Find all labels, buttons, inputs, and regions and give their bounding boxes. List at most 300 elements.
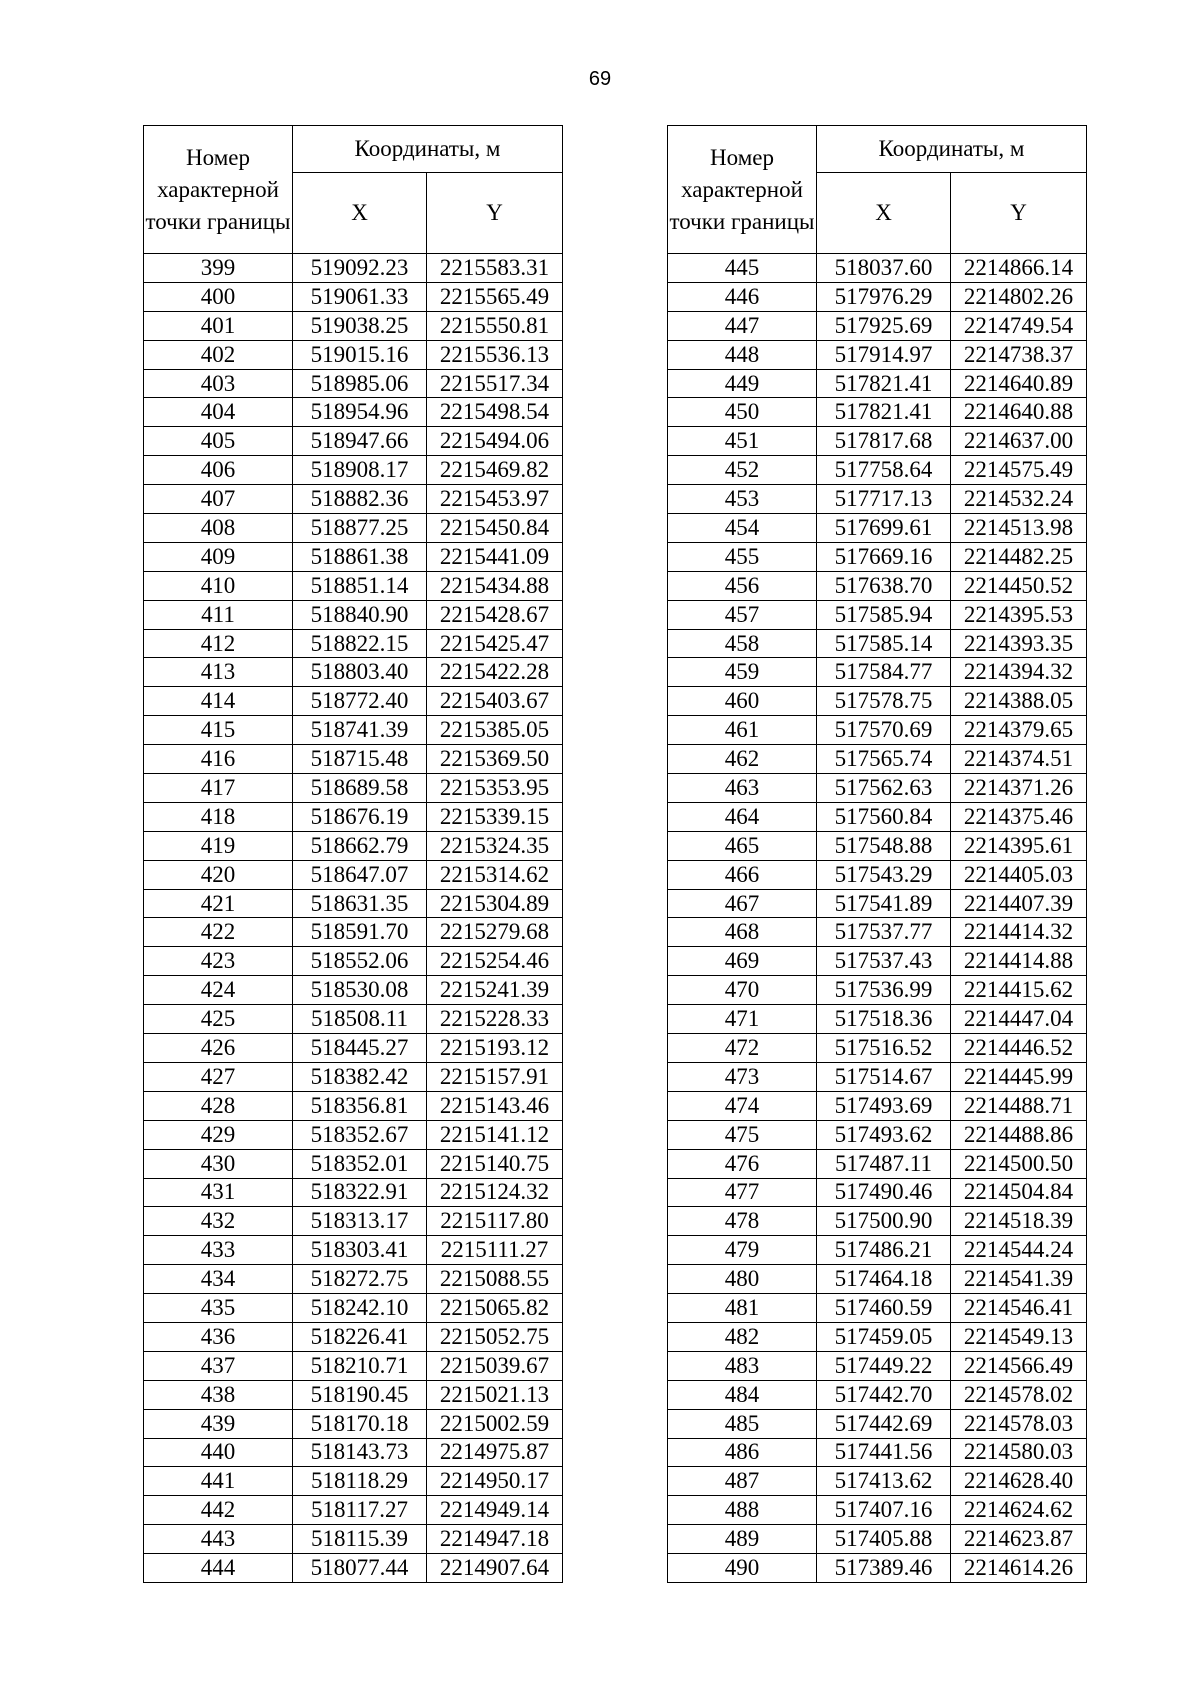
x-coordinate-cell: 517490.46 <box>817 1178 951 1207</box>
table-row <box>144 629 563 658</box>
x-coordinate-cell: 517464.18 <box>817 1265 951 1294</box>
point-number-cell: 436 <box>144 1322 293 1351</box>
x-coordinate-cell: 518226.41 <box>293 1322 427 1351</box>
coordinates-header: Координаты, м <box>817 126 1087 173</box>
y-coordinate-cell: 2214415.62 <box>951 976 1087 1005</box>
y-coordinate-cell: 2214544.24 <box>951 1236 1087 1265</box>
y-coordinate-cell: 2215117.80 <box>427 1207 563 1236</box>
y-coordinate-cell: 2214394.32 <box>951 658 1087 687</box>
y-coordinate-cell: 2215450.84 <box>427 514 563 543</box>
table-row <box>668 976 1087 1005</box>
table-row <box>144 860 563 889</box>
x-coordinate-cell: 517548.88 <box>817 831 951 860</box>
point-number-cell: 457 <box>668 600 817 629</box>
y-coordinate-cell: 2214371.26 <box>951 774 1087 803</box>
x-coordinate-cell: 518242.10 <box>293 1294 427 1323</box>
point-number-cell: 465 <box>668 831 817 860</box>
x-coordinate-cell: 517389.46 <box>817 1554 951 1583</box>
point-number-header: Номер характерной точки границы <box>144 126 293 254</box>
coordinates-table-right <box>667 125 1087 1583</box>
y-coordinate-cell: 2214532.24 <box>951 485 1087 514</box>
x-coordinate-cell: 517516.52 <box>817 1034 951 1063</box>
y-coordinate-cell: 2214950.17 <box>427 1467 563 1496</box>
point-number-cell: 485 <box>668 1409 817 1438</box>
table-row <box>668 1351 1087 1380</box>
x-coordinate-cell: 517493.62 <box>817 1120 951 1149</box>
table-row <box>144 456 563 485</box>
x-coordinate-cell: 517537.77 <box>817 918 951 947</box>
table-row <box>144 369 563 398</box>
table-row <box>668 1525 1087 1554</box>
point-number-cell: 424 <box>144 976 293 1005</box>
y-coordinate-cell: 2215498.54 <box>427 398 563 427</box>
table-row <box>668 687 1087 716</box>
x-coordinate-cell: 519015.16 <box>293 340 427 369</box>
table-row <box>668 1034 1087 1063</box>
table-row <box>144 1091 563 1120</box>
table-row <box>144 600 563 629</box>
point-number-cell: 413 <box>144 658 293 687</box>
table-row <box>668 1409 1087 1438</box>
x-coordinate-cell: 518882.36 <box>293 485 427 514</box>
x-coordinate-cell: 517925.69 <box>817 311 951 340</box>
y-coordinate-cell: 2214445.99 <box>951 1062 1087 1091</box>
x-coordinate-cell: 518037.60 <box>817 254 951 283</box>
y-coordinate-cell: 2214578.03 <box>951 1409 1087 1438</box>
table-row <box>144 340 563 369</box>
x-coordinate-cell: 517585.14 <box>817 629 951 658</box>
x-coordinate-cell: 518908.17 <box>293 456 427 485</box>
table-row <box>144 745 563 774</box>
table-row <box>668 1207 1087 1236</box>
x-coordinate-cell: 518352.67 <box>293 1120 427 1149</box>
point-number-cell: 402 <box>144 340 293 369</box>
x-coordinate-cell: 517570.69 <box>817 716 951 745</box>
table-row <box>144 485 563 514</box>
y-coordinate-cell: 2214546.41 <box>951 1294 1087 1323</box>
point-number-cell: 472 <box>668 1034 817 1063</box>
table-row <box>144 1149 563 1178</box>
x-coordinate-cell: 517487.11 <box>817 1149 951 1178</box>
x-coordinate-cell: 518803.40 <box>293 658 427 687</box>
point-number-cell: 434 <box>144 1265 293 1294</box>
table-row <box>144 1409 563 1438</box>
point-number-cell: 448 <box>668 340 817 369</box>
table-row <box>668 1236 1087 1265</box>
x-coordinate-cell: 517717.13 <box>817 485 951 514</box>
table-row <box>668 1062 1087 1091</box>
table-row <box>668 1380 1087 1409</box>
table-row <box>668 1294 1087 1323</box>
table-row <box>144 802 563 831</box>
table-row <box>144 1120 563 1149</box>
x-coordinate-cell: 517669.16 <box>817 542 951 571</box>
x-coordinate-cell: 517449.22 <box>817 1351 951 1380</box>
point-number-cell: 464 <box>668 802 817 831</box>
table-row <box>144 1438 563 1467</box>
y-coordinate-cell: 2214541.39 <box>951 1265 1087 1294</box>
table-row <box>668 716 1087 745</box>
x-coordinate-cell: 518954.96 <box>293 398 427 427</box>
table-row <box>668 398 1087 427</box>
point-number-cell: 426 <box>144 1034 293 1063</box>
x-coordinate-cell: 517821.41 <box>817 398 951 427</box>
point-number-cell: 403 <box>144 369 293 398</box>
x-coordinate-cell: 517536.99 <box>817 976 951 1005</box>
x-coordinate-cell: 517407.16 <box>817 1496 951 1525</box>
point-number-cell: 452 <box>668 456 817 485</box>
x-coordinate-cell: 517493.69 <box>817 1091 951 1120</box>
x-coordinate-cell: 518117.27 <box>293 1496 427 1525</box>
point-number-cell: 442 <box>144 1496 293 1525</box>
x-coordinate-cell: 518530.08 <box>293 976 427 1005</box>
point-number-cell: 414 <box>144 687 293 716</box>
point-number-cell: 408 <box>144 514 293 543</box>
x-coordinate-cell: 517976.29 <box>817 282 951 311</box>
y-coordinate-cell: 2214388.05 <box>951 687 1087 716</box>
point-number-cell: 401 <box>144 311 293 340</box>
y-coordinate-cell: 2214450.52 <box>951 571 1087 600</box>
point-number-cell: 488 <box>668 1496 817 1525</box>
y-coordinate-cell: 2215517.34 <box>427 369 563 398</box>
point-number-cell: 476 <box>668 1149 817 1178</box>
point-number-cell: 399 <box>144 254 293 283</box>
y-coordinate-cell: 2214488.86 <box>951 1120 1087 1149</box>
x-coordinate-cell: 518947.66 <box>293 427 427 456</box>
y-coordinate-cell: 2215002.59 <box>427 1409 563 1438</box>
y-coordinate-cell: 2215339.15 <box>427 802 563 831</box>
x-coordinate-cell: 517565.74 <box>817 745 951 774</box>
y-coordinate-cell: 2215369.50 <box>427 745 563 774</box>
table-row <box>144 398 563 427</box>
x-coordinate-cell: 517578.75 <box>817 687 951 716</box>
table-row <box>668 1091 1087 1120</box>
table-row <box>144 1062 563 1091</box>
y-coordinate-cell: 2214549.13 <box>951 1322 1087 1351</box>
table-row <box>144 1207 563 1236</box>
point-number-cell: 455 <box>668 542 817 571</box>
table-row <box>668 1554 1087 1583</box>
y-coordinate-cell: 2214578.02 <box>951 1380 1087 1409</box>
y-coordinate-cell: 2214575.49 <box>951 456 1087 485</box>
table-row <box>144 1467 563 1496</box>
table-row <box>144 1554 563 1583</box>
y-coordinate-cell: 2214749.54 <box>951 311 1087 340</box>
x-coordinate-cell: 518985.06 <box>293 369 427 398</box>
point-number-cell: 456 <box>668 571 817 600</box>
point-number-cell: 425 <box>144 1005 293 1034</box>
table-row <box>144 774 563 803</box>
table-row <box>668 427 1087 456</box>
table-body <box>668 254 1087 1583</box>
table-row <box>668 1149 1087 1178</box>
table-row <box>144 831 563 860</box>
table-row <box>668 889 1087 918</box>
x-coordinate-cell: 517486.21 <box>817 1236 951 1265</box>
x-coordinate-cell: 518322.91 <box>293 1178 427 1207</box>
table-row <box>668 1496 1087 1525</box>
x-coordinate-cell: 518715.48 <box>293 745 427 774</box>
table-row <box>668 1120 1087 1149</box>
y-coordinate-cell: 2215314.62 <box>427 860 563 889</box>
point-number-cell: 427 <box>144 1062 293 1091</box>
point-number-cell: 474 <box>668 1091 817 1120</box>
point-number-cell: 475 <box>668 1120 817 1149</box>
point-number-header: Номер характерной точки границы <box>668 126 817 254</box>
x-coordinate-cell: 518210.71 <box>293 1351 427 1380</box>
table-row <box>668 745 1087 774</box>
point-number-cell: 447 <box>668 311 817 340</box>
y-coordinate-cell: 2214975.87 <box>427 1438 563 1467</box>
y-coordinate-cell: 2215228.33 <box>427 1005 563 1034</box>
point-number-cell: 415 <box>144 716 293 745</box>
x-coordinate-cell: 517914.97 <box>817 340 951 369</box>
y-coordinate-cell: 2215088.55 <box>427 1265 563 1294</box>
table-row <box>668 1438 1087 1467</box>
point-number-cell: 463 <box>668 774 817 803</box>
point-number-cell: 443 <box>144 1525 293 1554</box>
point-number-cell: 460 <box>668 687 817 716</box>
y-header: Y <box>951 173 1087 254</box>
y-coordinate-cell: 2214482.25 <box>951 542 1087 571</box>
x-coordinate-cell: 518840.90 <box>293 600 427 629</box>
table-body <box>144 254 563 1583</box>
table-row <box>144 947 563 976</box>
y-coordinate-cell: 2214447.04 <box>951 1005 1087 1034</box>
y-coordinate-cell: 2214624.62 <box>951 1496 1087 1525</box>
point-number-cell: 421 <box>144 889 293 918</box>
point-number-cell: 444 <box>144 1554 293 1583</box>
y-coordinate-cell: 2215385.05 <box>427 716 563 745</box>
x-coordinate-cell: 517459.05 <box>817 1322 951 1351</box>
x-coordinate-cell: 518689.58 <box>293 774 427 803</box>
y-coordinate-cell: 2215241.39 <box>427 976 563 1005</box>
y-coordinate-cell: 2214393.35 <box>951 629 1087 658</box>
point-number-cell: 461 <box>668 716 817 745</box>
y-coordinate-cell: 2214640.89 <box>951 369 1087 398</box>
table-row <box>668 311 1087 340</box>
point-number-cell: 438 <box>144 1380 293 1409</box>
x-coordinate-cell: 518303.41 <box>293 1236 427 1265</box>
point-number-cell: 419 <box>144 831 293 860</box>
point-number-cell: 407 <box>144 485 293 514</box>
table-row <box>668 1322 1087 1351</box>
y-coordinate-cell: 2215494.06 <box>427 427 563 456</box>
point-number-cell: 422 <box>144 918 293 947</box>
x-coordinate-cell: 517638.70 <box>817 571 951 600</box>
point-number-cell: 406 <box>144 456 293 485</box>
point-number-cell: 410 <box>144 571 293 600</box>
table-row <box>144 1351 563 1380</box>
point-number-cell: 432 <box>144 1207 293 1236</box>
point-number-cell: 482 <box>668 1322 817 1351</box>
x-coordinate-cell: 517541.89 <box>817 889 951 918</box>
x-coordinate-cell: 518143.73 <box>293 1438 427 1467</box>
table-row <box>144 427 563 456</box>
table-row <box>144 1236 563 1265</box>
y-coordinate-cell: 2215425.47 <box>427 629 563 658</box>
point-number-cell: 433 <box>144 1236 293 1265</box>
y-coordinate-cell: 2215279.68 <box>427 918 563 947</box>
table-row <box>668 947 1087 976</box>
y-coordinate-cell: 2214513.98 <box>951 514 1087 543</box>
x-coordinate-cell: 518352.01 <box>293 1149 427 1178</box>
y-coordinate-cell: 2214446.52 <box>951 1034 1087 1063</box>
y-coordinate-cell: 2215428.67 <box>427 600 563 629</box>
x-coordinate-cell: 518877.25 <box>293 514 427 543</box>
x-coordinate-cell: 518190.45 <box>293 1380 427 1409</box>
y-coordinate-cell: 2215550.81 <box>427 311 563 340</box>
table-row <box>144 514 563 543</box>
point-number-cell: 435 <box>144 1294 293 1323</box>
y-coordinate-cell: 2215403.67 <box>427 687 563 716</box>
y-coordinate-cell: 2215254.46 <box>427 947 563 976</box>
x-coordinate-cell: 517543.29 <box>817 860 951 889</box>
x-coordinate-cell: 517537.43 <box>817 947 951 976</box>
x-coordinate-cell: 517442.70 <box>817 1380 951 1409</box>
y-coordinate-cell: 2215141.12 <box>427 1120 563 1149</box>
y-coordinate-cell: 2215065.82 <box>427 1294 563 1323</box>
point-number-cell: 430 <box>144 1149 293 1178</box>
point-number-cell: 479 <box>668 1236 817 1265</box>
table-row <box>144 918 563 947</box>
point-number-cell: 486 <box>668 1438 817 1467</box>
x-coordinate-cell: 518445.27 <box>293 1034 427 1063</box>
point-number-cell: 459 <box>668 658 817 687</box>
point-number-cell: 454 <box>668 514 817 543</box>
x-coordinate-cell: 517500.90 <box>817 1207 951 1236</box>
point-number-cell: 412 <box>144 629 293 658</box>
y-coordinate-cell: 2214566.49 <box>951 1351 1087 1380</box>
table-row <box>144 1178 563 1207</box>
table-row <box>668 282 1087 311</box>
point-number-cell: 441 <box>144 1467 293 1496</box>
table-row <box>668 340 1087 369</box>
point-number-cell: 400 <box>144 282 293 311</box>
point-number-cell: 471 <box>668 1005 817 1034</box>
table-row <box>144 254 563 283</box>
x-coordinate-cell: 518822.15 <box>293 629 427 658</box>
x-coordinate-cell: 517585.94 <box>817 600 951 629</box>
y-coordinate-cell: 2214518.39 <box>951 1207 1087 1236</box>
y-coordinate-cell: 2214614.26 <box>951 1554 1087 1583</box>
y-coordinate-cell: 2215536.13 <box>427 340 563 369</box>
table-row <box>144 658 563 687</box>
y-coordinate-cell: 2214395.53 <box>951 600 1087 629</box>
point-number-cell: 409 <box>144 542 293 571</box>
y-coordinate-cell: 2215140.75 <box>427 1149 563 1178</box>
y-coordinate-cell: 2215353.95 <box>427 774 563 803</box>
table-row <box>144 282 563 311</box>
table-row <box>144 1322 563 1351</box>
x-coordinate-cell: 519038.25 <box>293 311 427 340</box>
table-row <box>144 687 563 716</box>
y-coordinate-cell: 2214407.39 <box>951 889 1087 918</box>
x-coordinate-cell: 518741.39 <box>293 716 427 745</box>
y-coordinate-cell: 2215304.89 <box>427 889 563 918</box>
y-header: Y <box>427 173 563 254</box>
table-row <box>668 1467 1087 1496</box>
point-number-cell: 469 <box>668 947 817 976</box>
table-row <box>144 889 563 918</box>
x-coordinate-cell: 517817.68 <box>817 427 951 456</box>
table-row <box>668 629 1087 658</box>
table-row <box>144 571 563 600</box>
x-coordinate-cell: 518772.40 <box>293 687 427 716</box>
y-coordinate-cell: 2215565.49 <box>427 282 563 311</box>
x-coordinate-cell: 518591.70 <box>293 918 427 947</box>
y-coordinate-cell: 2214640.88 <box>951 398 1087 427</box>
y-coordinate-cell: 2214623.87 <box>951 1525 1087 1554</box>
point-number-cell: 480 <box>668 1265 817 1294</box>
table-row <box>144 716 563 745</box>
point-number-cell: 404 <box>144 398 293 427</box>
point-number-cell: 411 <box>144 600 293 629</box>
table-row <box>668 831 1087 860</box>
point-number-cell: 423 <box>144 947 293 976</box>
y-coordinate-cell: 2215422.28 <box>427 658 563 687</box>
x-coordinate-cell: 518631.35 <box>293 889 427 918</box>
x-coordinate-cell: 517699.61 <box>817 514 951 543</box>
x-coordinate-cell: 517460.59 <box>817 1294 951 1323</box>
point-number-cell: 468 <box>668 918 817 947</box>
y-coordinate-cell: 2215434.88 <box>427 571 563 600</box>
point-number-cell: 440 <box>144 1438 293 1467</box>
point-number-cell: 477 <box>668 1178 817 1207</box>
point-number-cell: 478 <box>668 1207 817 1236</box>
table-row <box>144 1380 563 1409</box>
y-coordinate-cell: 2215583.31 <box>427 254 563 283</box>
y-coordinate-cell: 2214628.40 <box>951 1467 1087 1496</box>
x-coordinate-cell: 518313.17 <box>293 1207 427 1236</box>
table-row <box>668 802 1087 831</box>
table-row <box>668 860 1087 889</box>
y-coordinate-cell: 2214488.71 <box>951 1091 1087 1120</box>
table-row <box>144 542 563 571</box>
point-number-cell: 490 <box>668 1554 817 1583</box>
x-coordinate-cell: 517821.41 <box>817 369 951 398</box>
y-coordinate-cell: 2215021.13 <box>427 1380 563 1409</box>
point-number-cell: 489 <box>668 1525 817 1554</box>
x-coordinate-cell: 519092.23 <box>293 254 427 283</box>
y-coordinate-cell: 2215157.91 <box>427 1062 563 1091</box>
y-coordinate-cell: 2215039.67 <box>427 1351 563 1380</box>
x-coordinate-cell: 518861.38 <box>293 542 427 571</box>
x-coordinate-cell: 518272.75 <box>293 1265 427 1294</box>
x-header: X <box>293 173 427 254</box>
y-coordinate-cell: 2215111.27 <box>427 1236 563 1265</box>
point-number-cell: 481 <box>668 1294 817 1323</box>
x-coordinate-cell: 518552.06 <box>293 947 427 976</box>
x-coordinate-cell: 518170.18 <box>293 1409 427 1438</box>
y-coordinate-cell: 2214802.26 <box>951 282 1087 311</box>
y-coordinate-cell: 2214637.00 <box>951 427 1087 456</box>
x-header: X <box>817 173 951 254</box>
point-number-cell: 437 <box>144 1351 293 1380</box>
table-row <box>668 571 1087 600</box>
y-coordinate-cell: 2214504.84 <box>951 1178 1087 1207</box>
coordinates-table-left <box>143 125 563 1583</box>
y-coordinate-cell: 2214949.14 <box>427 1496 563 1525</box>
x-coordinate-cell: 517405.88 <box>817 1525 951 1554</box>
table-row <box>668 485 1087 514</box>
x-coordinate-cell: 518115.39 <box>293 1525 427 1554</box>
point-number-cell: 467 <box>668 889 817 918</box>
table-row <box>668 369 1087 398</box>
table-row <box>144 1525 563 1554</box>
y-coordinate-cell: 2214947.18 <box>427 1525 563 1554</box>
y-coordinate-cell: 2214500.50 <box>951 1149 1087 1178</box>
